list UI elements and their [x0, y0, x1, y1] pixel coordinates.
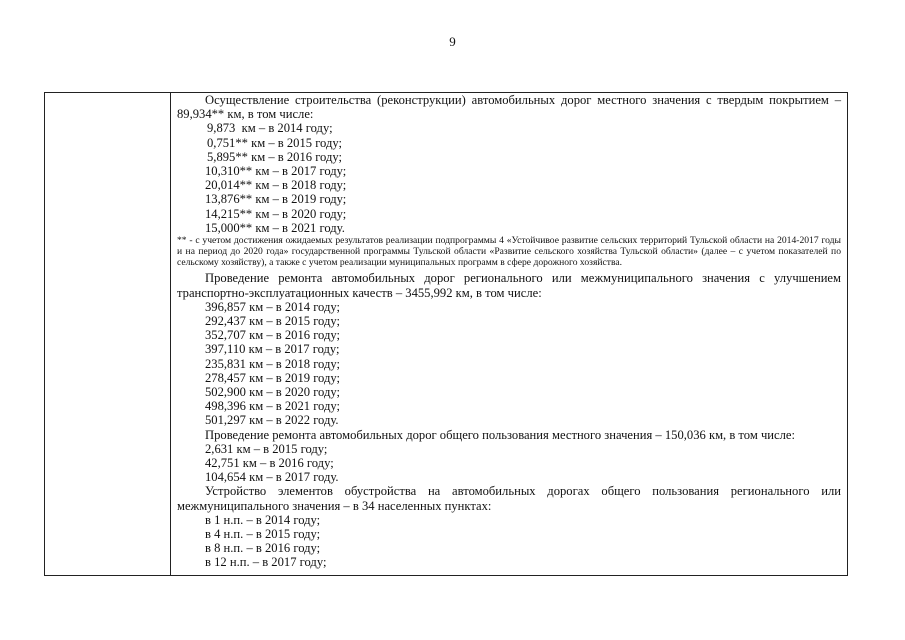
arrangement-intro: Устройство элементов обустройства на автомобильных дорогах общего пользования регионального или межмуниципального значения – в 34 населенных пунктах: [177, 484, 841, 513]
construction-item: 9,873 км – в 2014 году; [207, 121, 333, 136]
arrangement-item: в 1 н.п. – в 2014 году; [205, 512, 321, 527]
repair-local-item: 42,751 км – в 2016 году; [205, 455, 334, 470]
construction-item: 15,000** км – в 2021 году. [205, 220, 345, 235]
repair-local-intro: Проведение ремонта автомобильных дорог общего пользования местного значения – 150,036 км, в том числе: [205, 427, 795, 442]
repair-regional-item: 397,110 км – в 2017 году; [205, 342, 340, 357]
repair-regional-item: 396,857 км – в 2014 году; [205, 299, 341, 314]
repair-regional-item: 352,707 км – в 2016 году; [205, 328, 341, 343]
repair-regional-item: 498,396 км – в 2021 году; [205, 399, 341, 414]
document-table [44, 92, 848, 576]
repair-regional-item: 292,437 км – в 2015 году; [205, 313, 341, 328]
table-left-cell [45, 93, 171, 575]
construction-item: 20,014** км – в 2018 году; [205, 178, 347, 193]
arrangement-item: в 8 н.п. – в 2016 году; [205, 541, 321, 556]
arrangement-item: в 4 н.п. – в 2015 году; [205, 526, 321, 541]
repair-regional-item: 502,900 км – в 2020 году; [205, 384, 341, 399]
page-number: 9 [449, 34, 456, 49]
construction-item: 5,895** км – в 2016 году; [207, 149, 343, 164]
footnote-text: ** - с учетом достижения ожидаемых результатов реализации подпрограммы 4 «Устойчивое развитие сельских территорий Тульской области на 2014-2017 годы и на период до 2020 года» государственной программы Тульской области «Развитие сельского хозяйства Тульской области» (далее – с учетом показателей по сельскому хозяйству), а также с учетом реализации муниципальных программ в сфере дорожного хозяйства. [177, 235, 841, 269]
construction-item: 13,876** км – в 2019 году; [205, 192, 347, 207]
repair-local-item: 2,631 км – в 2015 году; [205, 441, 328, 456]
construction-item: 14,215** км – в 2020 году; [205, 206, 347, 221]
repair-regional-item: 278,457 км – в 2019 году; [205, 370, 341, 385]
repair-regional-item: 501,297 км – в 2022 году. [205, 413, 339, 428]
construction-item: 10,310** км – в 2017 году; [205, 164, 347, 179]
construction-item: 0,751** км – в 2015 году; [207, 135, 343, 150]
table-right-cell [171, 93, 847, 575]
repair-regional-intro: Проведение ремонта автомобильных дорог регионального или межмуниципального значения с улучшением транспортно-эксплуатационных качеств – 3455,992 км, в том числе: [177, 271, 841, 300]
construction-intro: Осуществление строительства (реконструкции) автомобильных дорог местного значения с твердым покрытием – 89,934** км, в том числе: [177, 93, 841, 122]
arrangement-item: в 12 н.п. – в 2017 году; [205, 555, 327, 570]
repair-regional-item: 235,831 км – в 2018 году; [205, 356, 341, 371]
repair-local-item: 104,654 км – в 2017 году. [205, 470, 339, 485]
footnote [177, 235, 841, 268]
